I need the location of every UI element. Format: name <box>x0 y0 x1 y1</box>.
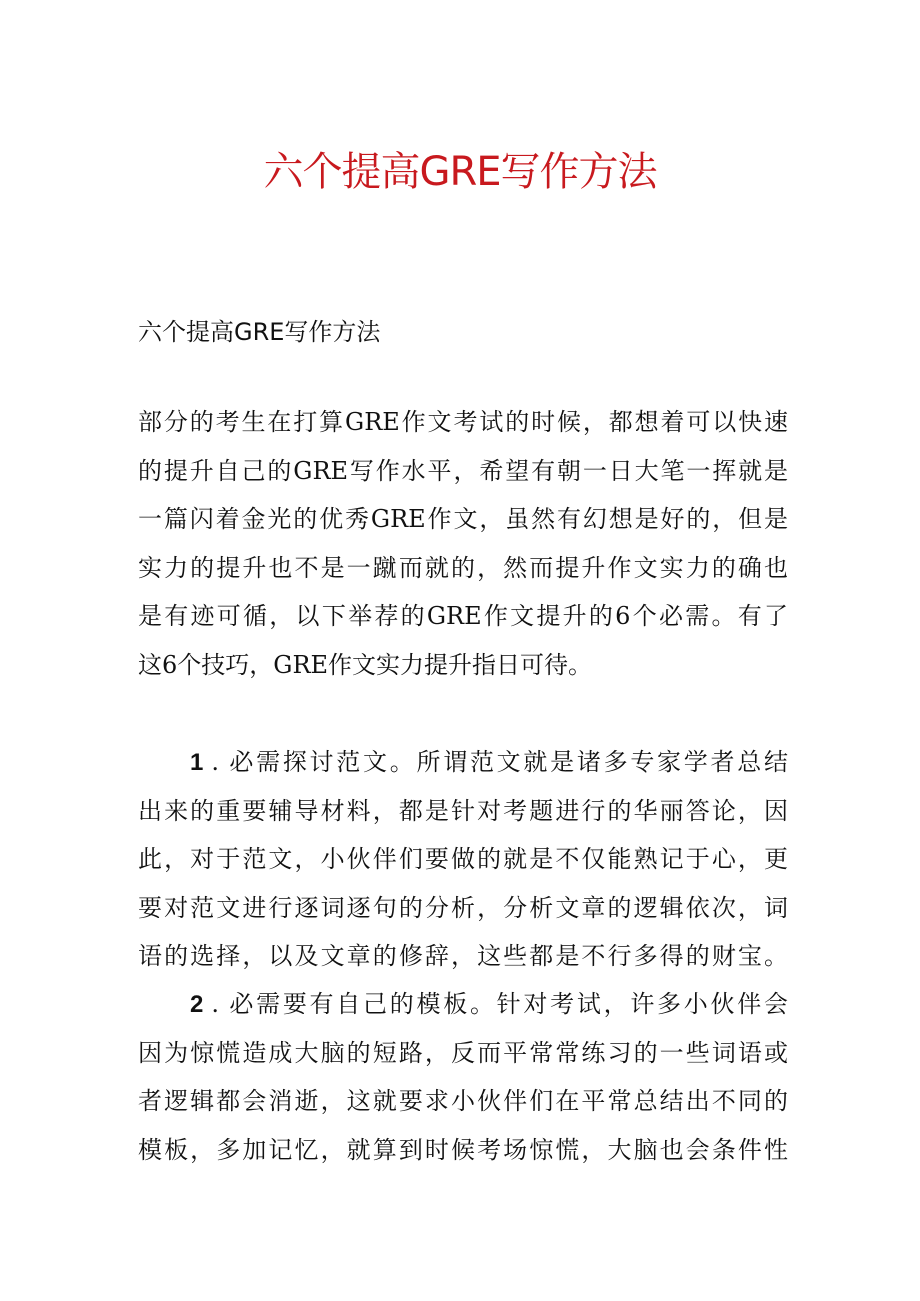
text-line: 部分的考生在打算GRE作文考试的时候，都想着可以快速 <box>138 408 788 436</box>
text-line: 出来的重要辅导材料，都是针对考题进行的华丽答论，因 <box>138 796 788 825</box>
list-item-1 <box>138 738 788 981</box>
text-line: 者逻辑都会消逝，这就要求小伙伴们在平常总结出不同的 <box>138 1087 788 1115</box>
item-number: 1 <box>190 749 204 776</box>
text-line: 是有迹可循，以下举荐的GRE作文提升的6个必需。有了 <box>138 602 788 630</box>
document-title: 六个提高GRE写作方法 <box>263 149 657 195</box>
text-line: 要对范文进行逐词逐句的分析，分析文章的逻辑依次，词 <box>138 893 788 922</box>
text-line <box>138 738 788 787</box>
text-line: 一篇闪着金光的优秀GRE作文，虽然有幻想是好的，但是 <box>138 505 788 533</box>
intro-paragraph <box>138 398 788 689</box>
text-line: 模板，多加记忆，就算到时候考场惊慌，大脑也会条件性 <box>138 1135 788 1164</box>
text-line: 语的选择，以及文章的修辞，这些都是不行多得的财宝。 <box>138 942 788 970</box>
text-line: 实力的提升也不是一蹴而就的，然而提升作文实力的确也 <box>138 553 788 582</box>
item-first-line: . 必需要有自己的模板。针对考试，许多小伙伴会 <box>211 990 788 1018</box>
item-first-line: . 必需探讨范文。所谓范文就是诸多专家学者总结 <box>211 748 788 776</box>
text-line: 因为惊慌造成大脑的短路，反而平常常练习的一些词语或 <box>138 1038 788 1067</box>
text-line: 这6个技巧，GRE作文实力提升指日可待。 <box>138 650 593 679</box>
item-number: 2 <box>190 991 204 1018</box>
document-subtitle: 六个提高GRE写作方法 <box>138 318 381 346</box>
text-line <box>138 980 788 1029</box>
text-line: 此，对于范文，小伙伴们要做的就是不仅能熟记于心，更 <box>138 845 788 873</box>
text-line: 的提升自己的GRE写作水平，希望有朝一日大笔一挥就是 <box>138 456 788 485</box>
list-item-2 <box>138 980 788 1174</box>
